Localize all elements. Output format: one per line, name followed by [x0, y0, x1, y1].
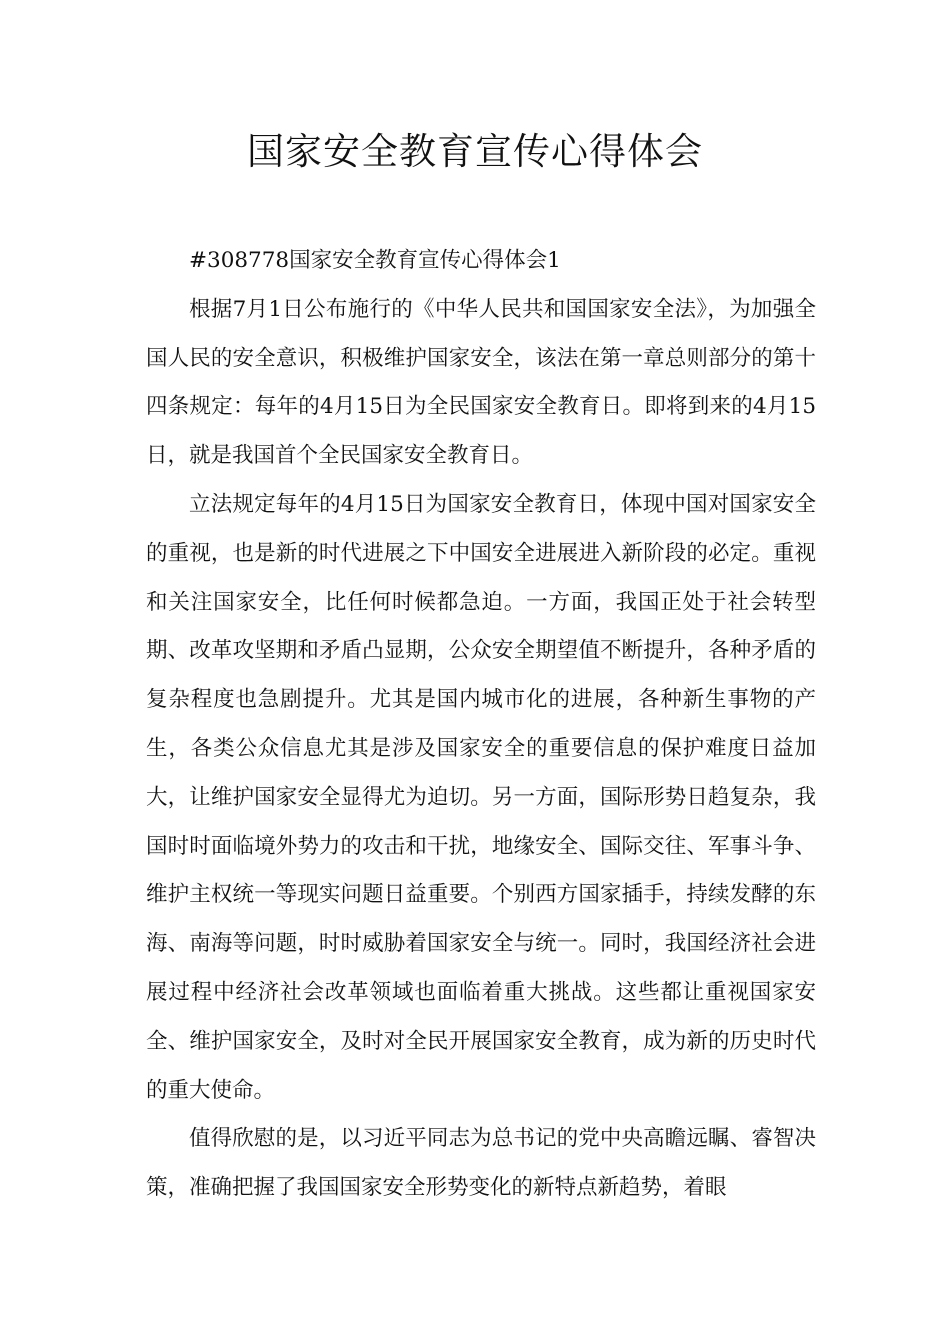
document-subheading: #308778国家安全教育宣传心得体会1	[189, 248, 561, 273]
document-body	[146, 237, 816, 1213]
paragraph-2: 立法规定每年的4月15日为国家安全教育日，体现中国对国家安全的重视，也是新的时代进展之下中国安全进展进入新阶段的必定。重视和关注国家安全，比任何时候都急迫。一方面，我国正处于社会转型期、改革攻坚期和矛盾凸显期，公众安全期望值不断提升，各种矛盾的复杂程度也急剧提升。尤其是国内城市化的进展，各种新生事物的产生，各类公众信息尤其是涉及国家安全的重要信息的保护难度日益加大，让维护国家安全显得尤为迫切。另一方面，国际形势日趋复杂，我国时时面临境外势力的攻击和干扰，地缘安全、国际交往、军事斗争、维护主权统一等现实问题日益重要。个别西方国家插手，持续发酵的东海、南海等问题，时时威胁着国家安全与统一。同时，我国经济社会进展过程中经济社会改革领域也面临着重大挑战。这些都让重视国家安全、维护国家安全，及时对全民开展国家安全教育，成为新的历史时代的重大使命。	[146, 491, 816, 1103]
paragraph-1: 根据7月1日公布施行的《中华人民共和国国家安全法》，为加强全国人民的安全意识，积极维护国家安全，该法在第一章总则部分的第十四条规定：每年的4月15日为全民国家安全教育日。即将到来的4月15日，就是我国首个全民国家安全教育日。	[146, 296, 816, 469]
paragraph-3: 值得欣慰的是，以习近平同志为总书记的党中央高瞻远瞩、睿智决策，准确把握了我国国家安全形势变化的新特点新趋势，着眼	[146, 1126, 816, 1201]
document-title: 国家安全教育宣传心得体会	[247, 130, 703, 173]
